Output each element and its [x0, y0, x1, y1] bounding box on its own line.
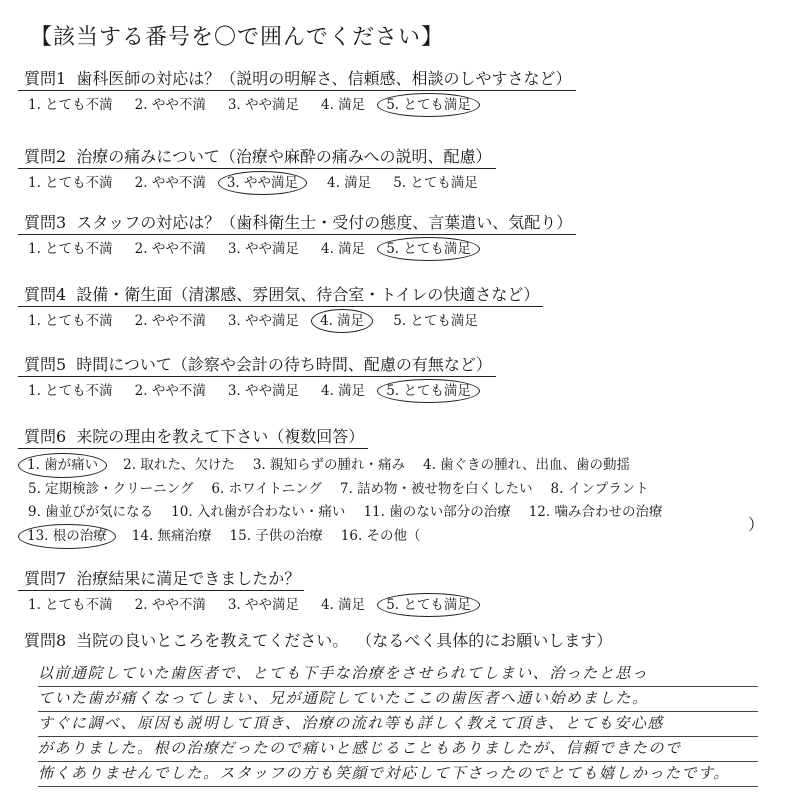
- option[interactable]: 5. 定期検診・クリーニング: [28, 481, 194, 497]
- option-row: [18, 593, 758, 617]
- question-number: 質問5: [24, 355, 67, 374]
- option[interactable]: 14. 無痛治療: [131, 528, 212, 544]
- option[interactable]: 4. 満足: [321, 241, 366, 257]
- option[interactable]: 1. とても不満: [28, 313, 113, 329]
- option[interactable]: 3. やや満足: [227, 241, 300, 257]
- question-number: 質問8: [24, 631, 67, 650]
- option[interactable]: 6. ホワイトニング: [211, 481, 322, 497]
- option[interactable]: 4. 満足: [321, 97, 366, 113]
- answer-line: 以前通院していた歯医者で、とても下手な治療をさせられてしまい、治ったと思っ: [38, 662, 758, 687]
- question-text: 時間について（診察や会計の待ち時間、配慮の有無など）: [76, 355, 492, 374]
- option[interactable]: 3. 親知らずの腫れ・痛み: [252, 457, 406, 473]
- option[interactable]: 4. 満足: [321, 383, 366, 399]
- option[interactable]: 9. 歯並びが気になる: [28, 504, 154, 520]
- selected-option[interactable]: 13. 根の治療: [18, 524, 116, 549]
- question-5: [18, 352, 758, 403]
- question-number: 質問7: [24, 569, 67, 588]
- option[interactable]: 5. とても満足: [393, 313, 478, 329]
- option[interactable]: 2. やや不満: [134, 241, 206, 257]
- option[interactable]: 3. やや満足: [227, 597, 300, 613]
- question-heading: [18, 282, 543, 307]
- option[interactable]: 1. とても不満: [28, 597, 113, 613]
- question-text: 治療結果に満足できましたか？: [76, 569, 301, 588]
- close-paren: ）: [748, 515, 765, 534]
- option[interactable]: 15. 子供の治療: [229, 528, 323, 544]
- handwritten-answer: [38, 662, 758, 787]
- question-note: （なるべく具体的にお願いします）: [364, 631, 613, 650]
- answer-line: すぐに調べ、原因も説明して頂き、治療の流れ等も詳しく教えて頂き、とても安心感: [38, 712, 758, 737]
- question-heading: [18, 210, 576, 235]
- question-heading: [18, 66, 576, 91]
- selected-option[interactable]: 5. とても満足: [377, 593, 480, 617]
- question-2: [18, 144, 758, 195]
- option-row: [18, 379, 758, 403]
- selected-option[interactable]: 1. 歯が痛い: [18, 453, 107, 478]
- answer-line: 怖くありませんでした。スタッフの方も笑顔で対応して下さったのでとても嬉しかったです。: [38, 762, 758, 787]
- question-1: [18, 66, 758, 117]
- option[interactable]: 5. とても満足: [393, 175, 478, 191]
- option-row: [18, 171, 758, 195]
- question-heading: [18, 566, 304, 591]
- question-7: [18, 566, 758, 617]
- option[interactable]: 16. その他（: [340, 528, 421, 544]
- question-number: 質問3: [24, 213, 67, 232]
- option[interactable]: 12. 噛み合わせの治療: [528, 504, 663, 520]
- question-heading: [18, 352, 496, 377]
- option[interactable]: 1. とても不満: [28, 241, 113, 257]
- question-text: 当院の良いところを教えてください。: [76, 631, 349, 650]
- option[interactable]: 4. 満足: [321, 597, 366, 613]
- option[interactable]: 3. やや満足: [227, 313, 300, 329]
- answer-line: がありました。根の治療だったので痛いと感じることもありましたが、信頼できたので: [38, 737, 758, 762]
- option[interactable]: 1. とても不満: [28, 383, 113, 399]
- selected-option[interactable]: 4. 満足: [311, 309, 373, 333]
- option[interactable]: 8. インプラント: [550, 481, 649, 497]
- option-row: [18, 309, 758, 333]
- question-text: 治療の痛みについて（治療や麻酔の痛みへの説明、配慮）: [76, 147, 492, 166]
- question-text: スタッフの対応は？（歯科衛生士・受付の態度、言葉遣い、気配り）: [76, 213, 573, 232]
- option[interactable]: 2. やや不満: [134, 383, 206, 399]
- question-text: 設備・衛生面（清潔感、雰囲気、待合室・トイレの快適さなど）: [76, 285, 540, 304]
- answer-line: ていた歯が痛くなってしまい、兄が通院していたここの歯医者へ通い始めました。: [38, 687, 758, 712]
- option[interactable]: 2. やや不満: [134, 597, 206, 613]
- option[interactable]: 2. やや不満: [134, 313, 206, 329]
- selected-option[interactable]: 5. とても満足: [377, 93, 480, 117]
- option[interactable]: 7. 詰め物・被せ物を白くしたい: [339, 481, 533, 497]
- option[interactable]: 1. とても不満: [28, 175, 113, 191]
- option[interactable]: 2. やや不満: [134, 175, 206, 191]
- question-text: 来院の理由を教えて下さい（複数回答）: [76, 427, 365, 446]
- reason-row: [26, 501, 758, 524]
- question-6: [18, 424, 765, 549]
- question-4: [18, 282, 758, 333]
- question-number: 質問2: [24, 147, 67, 166]
- page-title: 【該当する番号を〇で囲んでください】: [30, 25, 445, 50]
- option-row: [18, 237, 758, 261]
- selected-option[interactable]: 5. とても満足: [377, 379, 480, 403]
- question-heading: [18, 144, 496, 169]
- option[interactable]: 3. やや満足: [227, 383, 300, 399]
- option[interactable]: 11. 歯のない部分の治療: [363, 504, 511, 520]
- question-8: [18, 628, 758, 652]
- option[interactable]: 2. 取れた、欠けた: [123, 457, 235, 473]
- option[interactable]: 3. やや満足: [227, 97, 300, 113]
- option-row: [18, 93, 758, 117]
- option[interactable]: 10. 入れ歯が合わない・痛い: [171, 504, 346, 520]
- question-number: 質問1: [24, 69, 67, 88]
- question-number: 質問4: [24, 285, 67, 304]
- reason-row: [26, 524, 758, 549]
- selected-option[interactable]: 3. やや満足: [218, 171, 307, 195]
- reason-grid: [18, 453, 758, 549]
- option[interactable]: 4. 満足: [327, 175, 372, 191]
- reason-row: [26, 453, 758, 478]
- question-heading: [18, 424, 368, 449]
- question-text: 歯科医師の対応は？（説明の明解さ、信頼感、相談のしやすさなど）: [76, 69, 572, 88]
- question-heading: [18, 628, 616, 652]
- selected-option[interactable]: 5. とても満足: [377, 237, 480, 261]
- question-number: 質問6: [24, 427, 67, 446]
- option[interactable]: 1. とても不満: [28, 97, 113, 113]
- option[interactable]: 2. やや不満: [134, 97, 206, 113]
- reason-row: [26, 478, 758, 501]
- question-3: [18, 210, 758, 261]
- option[interactable]: 4. 歯ぐきの腫れ、出血、歯の動揺: [423, 457, 630, 473]
